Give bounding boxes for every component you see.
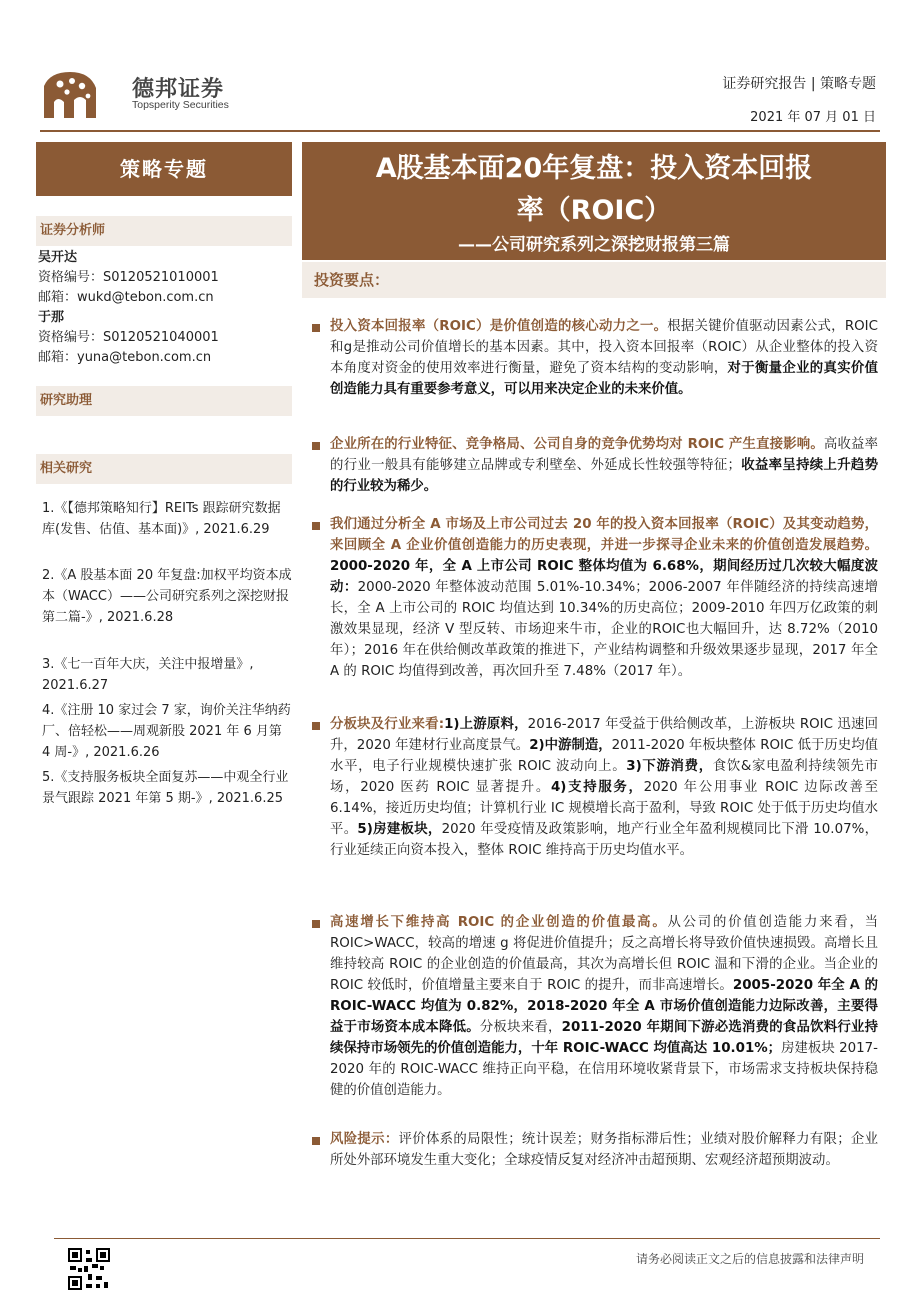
highlight-paragraph: 我们通过分析全 A 市场及上市公司过去 20 年的投入资本回报率（ROIC）及其变动趋势，来回顾全 A 企业价值创造能力的历史表现，并进一步探寻企业未来的价值创造发展趋势。2000-2020 年，全 A 上市公司 ROIC 整体均值为 6.68%，期间经历过几次较大幅度波动：2000-2020 年整体波动范围 5.01%-10.34%；2006-2007 年伴随经济的持续高速增长，全 A 上市公司的 ROIC 均值达到 10.34%的历史高位；2009-2010 年四万亿政策的刺激效果显现，经济 V 型反转、市场迎来牛市，企业的ROIC也大幅回升，达 8.72%（2010 年）；2016 年在供给侧改革政策的推进下，产业结构调整和升级效果逐步显现，2017 年全 A 的 ROIC 均值得到改善，再次回升至 7.48%（2017 年）。 (330, 517, 878, 679)
report-title: A股基本面20年复盘：投入资本回报 率（ROIC） (375, 153, 813, 226)
bullet-icon (312, 442, 320, 450)
bullet-icon (312, 522, 320, 530)
header-divider (40, 130, 880, 132)
bullet-icon (312, 920, 320, 928)
report-title-block (302, 142, 886, 260)
related-research-item[interactable]: 1.《【德邦策略知行】REITs 跟踪研究数据库(发售、估值、基本面)》, 2021.6.29 (42, 501, 281, 537)
highlight-paragraph: 企业所在的行业特征、竞争格局、公司自身的竞争优势均对 ROIC 产生直接影响。高收益率的行业一般具有能够建立品牌或专利壁垒、外延成长性较强等特征；收益率呈持续上升趋势的行业较为稀少。 (330, 437, 879, 494)
related-research-item[interactable]: 2.《A 股基本面 20 年复盘:加权平均资本成本（WACC）——公司研究系列之深挖财报第二篇-》, 2021.6.28 (42, 568, 292, 625)
footer-disclaimer: 请务必阅读正文之后的信息披露和法律声明 (635, 1252, 864, 1266)
bullet-icon (312, 722, 320, 730)
highlight-paragraph: 投入资本回报率（ROIC）是价值创造的核心动力之一。根据关键价值驱动因素公式，ROIC和g是推动公司价值增长的基本因素。其中，投入资本回报率（ROIC）从企业整体的投入资本角度对资金的使用效率进行衡量，避免了资本结构的变动影响，对于衡量企业的真实价值创造能力具有重要参考意义，可以用来决定企业的未来价值。 (330, 319, 879, 397)
footer-divider (54, 1238, 880, 1239)
report-subtitle: ——公司研究系列之深挖财报第三篇 (458, 235, 730, 255)
risk-paragraph: 风险提示：评价体系的局限性；统计误差；财务指标滞后性；业绩对股价解释力有限；企业所处外部环境发生重大变化；全球疫情反复对经济冲击超预期、宏观经济超预期波动。 (330, 1132, 879, 1168)
brand-name-en: Topsperity Securities (132, 99, 229, 111)
highlight-paragraph: 高速增长下维持高 ROIC 的企业创造的价值最高。从公司的价值创造能力来看，当 ROIC>WACC，较高的增速 g 将促进价值提升；反之高增长将导致价值快速损毁。高增长且维持较高 ROIC 的企业创造的价值最高，其次为高增长但 ROIC 温和下滑的企业。当企业的 ROIC 较低时，价值增量主要来自于 ROIC 的提升，而非高速增长。2005-2020 年全 A 的 ROIC-WACC 均值为 0.82%，2018-2020 年全 A 市场价值创造能力边际改善，主要得益于市场资本成本降低。分板块来看，2011-2020 年期间下游必选消费的食品饮料行业持续保持市场领先的价值创造能力，十年 ROIC-WACC 均值高达 10.01%；房建板块 2017-2020 年的 ROIC-WACC 维持正向平稳，在信用环境收紧背景下，市场需求支持板块保持稳健的价值创造能力。 (330, 915, 879, 1098)
brand-name-cn: 德邦证券 (132, 77, 225, 102)
bullet-icon (312, 1137, 320, 1145)
analyst-email[interactable]: 邮箱：wukd@tebon.com.cn (38, 290, 214, 305)
bullet-icon (312, 324, 320, 332)
analyst-cert: 资格编号：S0120521010001 (38, 270, 219, 285)
analyst-name: 于那 (38, 310, 65, 325)
doc-date: 2021 年 07 月 01 日 (750, 110, 876, 125)
analysts-heading: 证券分析师 (36, 216, 292, 246)
qr-code-icon[interactable] (68, 1248, 110, 1290)
related-research-item[interactable]: 3.《七一百年大庆，关注中报增量》, 2021.6.27 (42, 657, 254, 693)
analyst-email[interactable]: 邮箱：yuna@tebon.com.cn (38, 350, 212, 365)
related-research-heading: 相关研究 (36, 454, 292, 484)
tebon-logo-icon (40, 66, 100, 126)
analyst-name: 吴开达 (38, 250, 78, 265)
related-research-item[interactable]: 5.《支持服务板块全面复苏——中观全行业景气跟踪 2021 年第 5 期-》, 2021.6.25 (42, 770, 289, 806)
related-research-item[interactable]: 4.《注册 10 家过会 7 家，询价关注华纳药厂、倍轻松——周观新股 2021 年 6 月第 4 周-》, 2021.6.26 (42, 703, 291, 760)
doc-type-label: 证券研究报告 | 策略专题 (722, 76, 876, 92)
analyst-cert: 资格编号：S0120521040001 (38, 330, 219, 345)
category-banner: 策略专题 (36, 142, 292, 196)
highlight-paragraph: 分板块及行业来看:1)上游原料，2016-2017 年受益于供给侧改革，上游板块 ROIC 迅速回升，2020 年建材行业高度景气。2)中游制造，2011-2020 年板块整体 ROIC 低于历史均值水平，电子行业规模快速扩张 ROIC 波动向上。3)下游消费，食饮&家电盈利持续领先市场，2020 医药 ROIC 显著提升。4)支持服务，2020 年公用事业 ROIC 边际改善至 6.14%，接近历史均值；计算机行业 IC 规模增长高于盈利，导致 ROIC 处于低于历史均值水平。5)房建板块，2020 年受疫情及政策影响，地产行业全年盈利规模同比下滑 10.07%，行业延续正向资本投入，整体 ROIC 维持高于历史均值水平。 (330, 717, 879, 858)
assistant-heading: 研究助理 (36, 386, 292, 416)
investment-highlights-heading: 投资要点： (302, 262, 886, 298)
